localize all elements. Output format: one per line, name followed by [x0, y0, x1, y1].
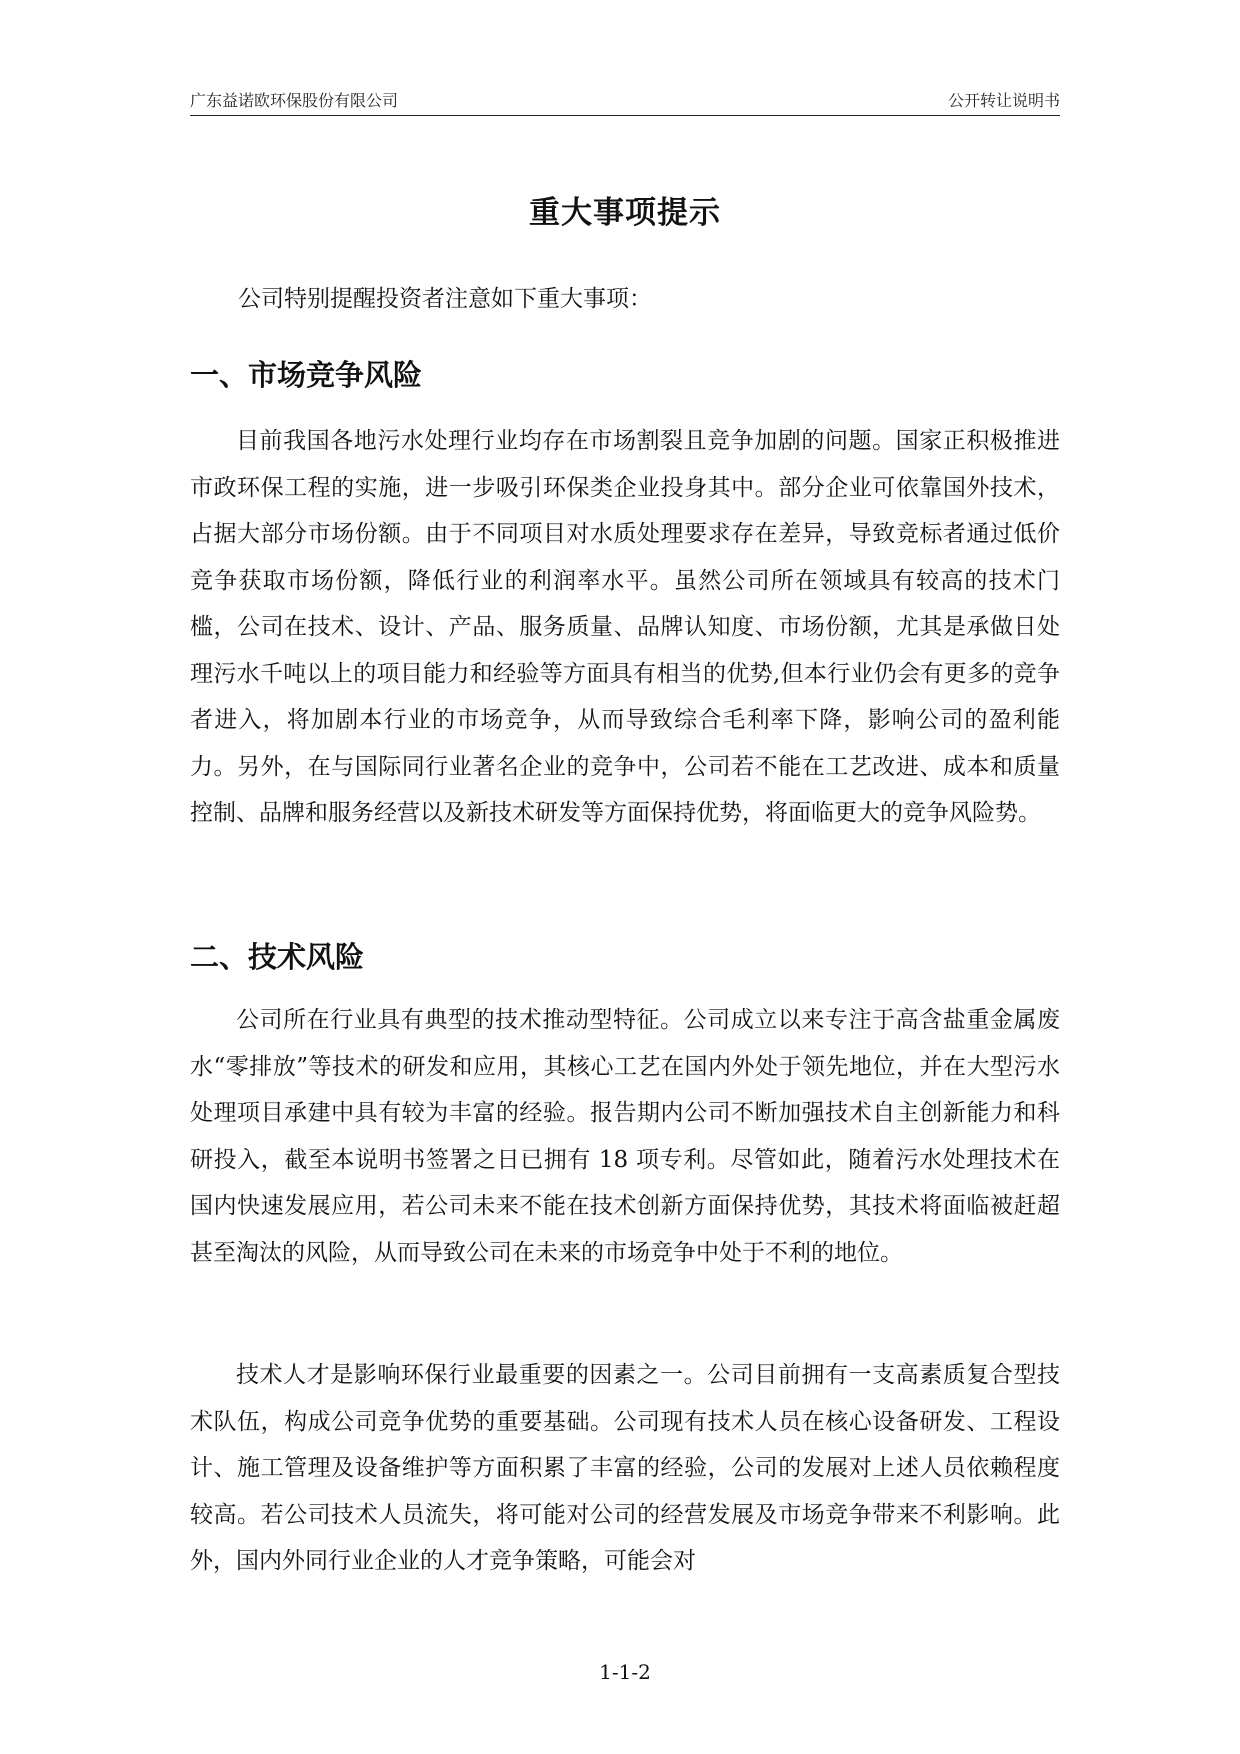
- section-paragraph: 目前我国各地污水处理行业均存在市场割裂且竞争加剧的问题。国家正积极推进市政环保工程的实施，进一步吸引环保类企业投身其中。部分企业可依靠国外技术，占据大部分市场份额。由于不同项目对水质处理要求存在差异，导致竞标者通过低价竞争获取市场份额，降低行业的利润率水平。虽然公司所在领域具有较高的技术门槛，公司在技术、设计、产品、服务质量、品牌认知度、市场份额，尤其是承做日处理污水千吨以上的项目能力和经验等方面具有相当的优势,但本行业仍会有更多的竞争者进入，将加剧本行业的市场竞争，从而导致综合毛利率下降，影响公司的盈利能力。另外，在与国际同行业著名企业的竞争中，公司若不能在工艺改进、成本和质量控制、品牌和服务经营以及新技术研发等方面保持优势，将面临更大的竞争风险势。: [190, 428, 1060, 826]
- page-header: [190, 86, 1060, 116]
- header-document-type: 公开转让说明书: [947, 91, 1060, 110]
- page-title: 重大事项提示: [529, 195, 721, 231]
- section-paragraph: 公司所在行业具有典型的技术推动型特征。公司成立以来专注于高含盐重金属废水“零排放”等技术的研发和应用，其核心工艺在国内外处于领先地位，并在大型污水处理项目承建中具有较为丰富的经验。报告期内公司不断加强技术自主创新能力和科研投入，截至本说明书签署之日已拥有 18 项专利。尽管如此，随着污水处理技术在国内快速发展应用，若公司未来不能在技术创新方面保持优势，其技术将面临被赶超甚至淘汰的风险，从而导致公司在未来的市场竞争中处于不利的地位。: [190, 1007, 1060, 1266]
- intro-paragraph: 公司特别提醒投资者注意如下重大事项：: [238, 286, 652, 312]
- section-paragraph: 技术人才是影响环保行业最重要的因素之一。公司目前拥有一支高素质复合型技术队伍，构成公司竞争优势的重要基础。公司现有技术人员在核心设备研发、工程设计、施工管理及设备维护等方面积累了丰富的经验，公司的发展对上述人员依赖程度较高。若公司技术人员流失，将可能对公司的经营发展及市场竞争带来不利影响。此外，国内外同行业企业的人才竞争策略，可能会对: [190, 1362, 1060, 1574]
- section-heading-market-risk: 一、市场竞争风险: [190, 358, 423, 392]
- page-number: 1-1-2: [599, 1660, 651, 1684]
- header-divider: [190, 115, 1060, 116]
- header-company-name: 广东益诺欧环保股份有限公司: [190, 91, 399, 110]
- section-heading-technology-risk: 二、技术风险: [190, 940, 365, 974]
